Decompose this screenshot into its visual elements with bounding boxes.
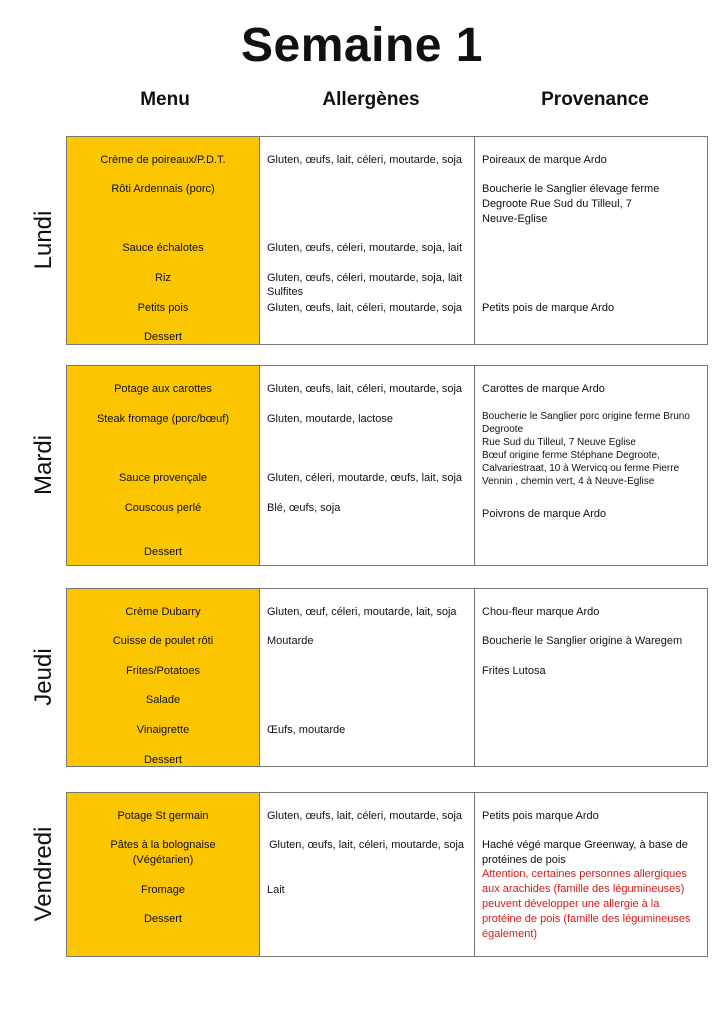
allergenes-text: Gluten, œufs, céleri, moutarde, soja, lait <box>267 242 463 254</box>
allergenes-text: Gluten, œufs, céleri, moutarde, soja, lait <box>267 272 463 284</box>
column-header-allergenes: Allergènes <box>322 89 420 110</box>
day-label-jeudi: Jeudi <box>30 648 57 706</box>
allergenes-text: Gluten, œufs, lait, céleri, moutarde, soja <box>267 302 463 314</box>
provenance-text: Degroote Rue Sud du Tilleul, 7 <box>482 198 632 210</box>
provenance-text: Bœuf origine ferme Stéphane Degroote, <box>482 450 660 461</box>
provenance-text: Calvariestraat, 10 à Wervicq ou ferme Pierre <box>482 463 680 474</box>
allergenes-text: Gluten, céleri, moutarde, œufs, lait, soja <box>267 472 463 484</box>
menu-item: (Végétarien) <box>132 854 194 866</box>
provenance-text: Boucherie le Sanglier origine à Waregem <box>482 635 683 647</box>
provenance-text: Boucherie le Sanglier porc origine ferme Bruno <box>482 411 690 422</box>
provenance-text: Degroote <box>482 424 524 435</box>
allergenes-text: Gluten, œufs, lait, céleri, moutarde, soja <box>267 154 463 166</box>
provenance-text: protéines de pois <box>482 854 566 866</box>
provenance-text: Neuve-Eglise <box>482 213 548 225</box>
allergenes-text: Gluten, moutarde, lactose <box>267 413 393 425</box>
allergenes-text: Lait <box>267 884 285 896</box>
day-label-vendredi: Vendredi <box>30 826 57 922</box>
day-block-vendredi <box>66 792 708 957</box>
menu-item: Steak fromage (porc/bœuf) <box>96 413 230 425</box>
provenance-text: Boucherie le Sanglier élevage ferme <box>482 183 660 195</box>
menu-item: Riz <box>155 272 171 284</box>
allergy-warning: également) <box>482 928 538 940</box>
menu-item: Dessert <box>144 546 182 558</box>
day-block-jeudi <box>66 588 708 767</box>
allergy-warning: protéine de pois (famille des légumineuses <box>482 913 691 925</box>
allergy-warning: Attention, certaines personnes allergiques <box>482 868 687 880</box>
menu-item: Petits pois <box>137 302 189 314</box>
provenance-text: Petits pois de marque Ardo <box>482 302 615 314</box>
allergenes-text: Blé, œufs, soja <box>267 502 341 514</box>
allergenes-text: Sulfites <box>267 286 304 298</box>
provenance-text: Frites Lutosa <box>482 665 546 677</box>
allergenes-text: Gluten, œuf, céleri, moutarde, lait, soja <box>267 606 457 618</box>
menu-item: Dessert <box>144 331 182 343</box>
allergenes-text: Œufs, moutarde <box>267 724 346 736</box>
allergenes-text: Gluten, œufs, lait, céleri, moutarde, soja <box>267 810 463 822</box>
menu-item: Crème de poireaux/P.D.T. <box>100 154 226 166</box>
day-block-mardi <box>66 365 708 566</box>
column-header-provenance: Provenance <box>541 89 649 110</box>
day-label-lundi: Lundi <box>30 210 57 270</box>
provenance-text: Vennin , chemin vert, 4 à Neuve-Eglise <box>482 476 655 487</box>
menu-item: Dessert <box>144 913 182 925</box>
allergenes-text: Moutarde <box>267 635 314 647</box>
menu-item: Salade <box>145 694 181 706</box>
provenance-text: Haché végé marque Greenway, à base de <box>482 839 688 851</box>
provenance-text: Rue Sud du Tilleul, 7 Neuve Eglise <box>482 437 636 448</box>
page-title: Semaine 1 <box>241 19 483 72</box>
allergy-warning: peuvent développer une allergie à la <box>482 898 660 910</box>
menu-item: Couscous perlé <box>124 502 202 514</box>
day-block-lundi <box>66 136 708 345</box>
menu-item: Potage St germain <box>117 810 209 822</box>
menu-item: Sauce échalotes <box>122 242 204 254</box>
menu-item: Potage aux carottes <box>114 383 212 395</box>
column-header-menu: Menu <box>140 89 190 110</box>
allergy-warning: aux arachides (famille des légumineuses) <box>482 883 685 895</box>
day-label-mardi: Mardi <box>30 434 57 496</box>
provenance-text: Petits pois marque Ardo <box>482 810 599 822</box>
menu-item: Cuisse de poulet rôti <box>112 635 214 647</box>
menu-item: Sauce provençale <box>118 472 208 484</box>
provenance-text: Chou-fleur marque Ardo <box>482 606 600 618</box>
menu-item: Fromage <box>140 884 186 896</box>
menu-item: Dessert <box>144 754 182 766</box>
provenance-text: Carottes de marque Ardo <box>482 383 605 395</box>
provenance-text: Poireaux de marque Ardo <box>482 154 607 166</box>
allergenes-text: Gluten, œufs, lait, céleri, moutarde, soja <box>269 839 465 851</box>
menu-item: Frites/Potatoes <box>126 665 200 677</box>
menu-item: Vinaigrette <box>136 724 190 736</box>
menu-item: Crème Dubarry <box>125 606 201 618</box>
provenance-text: Poivrons de marque Ardo <box>482 508 607 520</box>
menu-item: Pâtes à la bolognaise <box>110 839 216 851</box>
allergenes-text: Gluten, œufs, lait, céleri, moutarde, soja <box>267 383 463 395</box>
menu-item: Rôti Ardennais (porc) <box>111 183 215 195</box>
